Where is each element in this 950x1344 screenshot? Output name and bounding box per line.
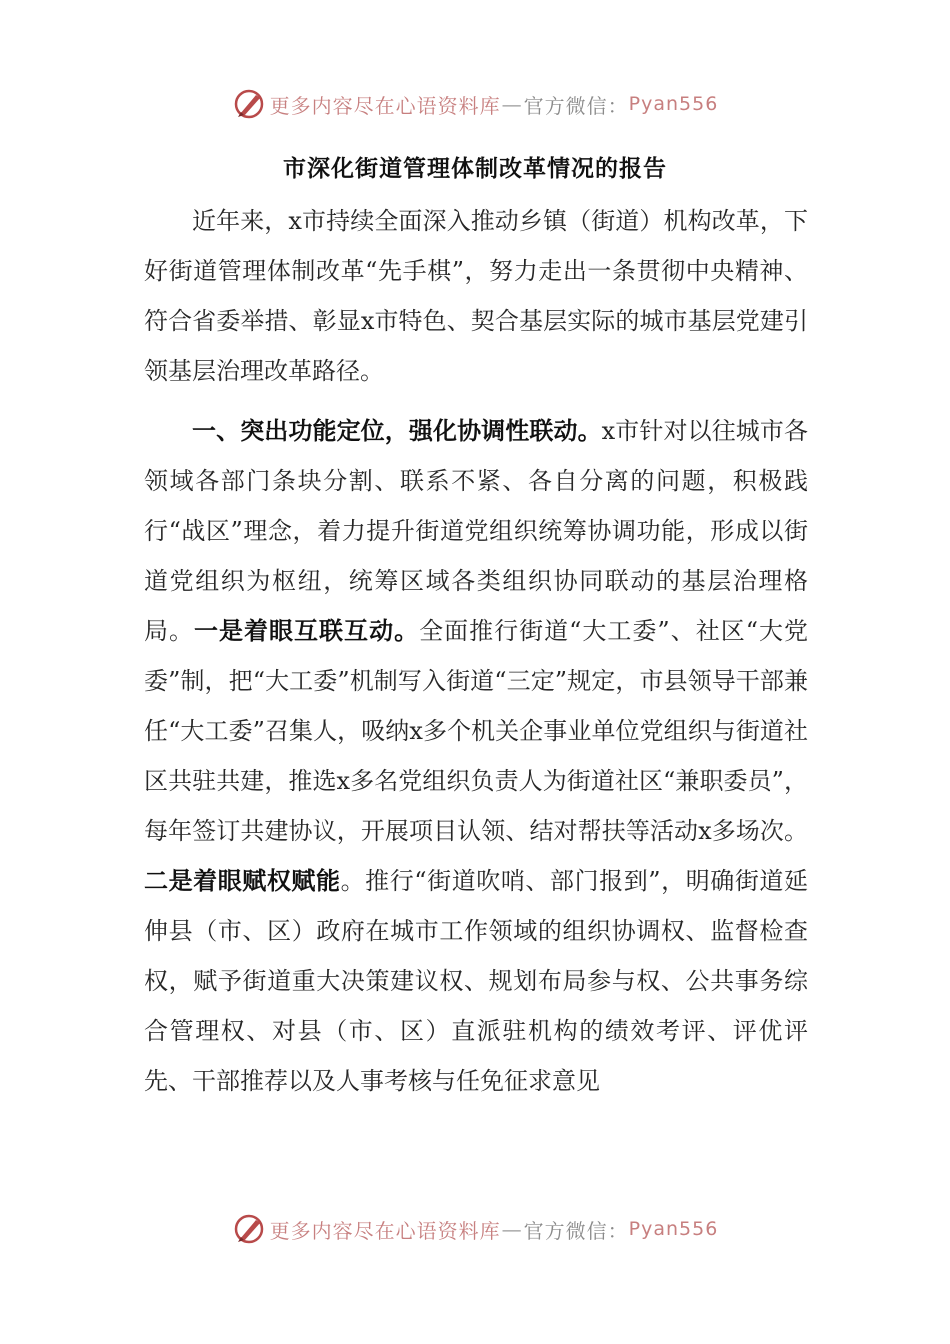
banner-wechat-id: Pyan556 <box>628 1218 719 1240</box>
section-one-heading: 一、突出功能定位，强化协调性联动。 <box>192 417 602 445</box>
banner-text: 更多内容尽在心语资料库 <box>269 1218 501 1243</box>
section-one-text: x市针对以往城市各领域各部门条块分割、联系不紧、各自分离的问题，积极践行“战区”理念，着力提升街道党组织统筹协调功能，形成以街道党组织为枢纽，统筹区域各类组织协同联动的基层治理格局。 <box>144 417 808 645</box>
pen-logo-icon <box>232 87 266 121</box>
intro-paragraph-block <box>144 196 808 396</box>
banner-wechat-label: 官方微信： <box>523 1218 629 1243</box>
footer-watermark-banner <box>0 1209 950 1249</box>
banner-wechat-label: 官方微信： <box>523 93 629 118</box>
sub-point-two-text: 。推行“街道吹哨、部门报到”，明确街道延伸县（市、区）政府在城市工作领域的组织协调权、监督检查权，赋予街道重大决策建议权、规划布局参与权、公共事务综合管理权、对县（市、区）直派驻机构的绩效考评、评优评先、干部推荐以及人事考核与任免征求意见 <box>144 867 808 1095</box>
document-title: 市深化街道管理体制改革情况的报告 <box>283 156 667 182</box>
banner-wechat-id: Pyan556 <box>628 93 719 115</box>
banner-dash: — <box>501 1217 523 1241</box>
banner-text: 更多内容尽在心语资料库 <box>269 93 501 118</box>
sub-point-one-heading: 一是着眼互联互动。 <box>194 617 420 645</box>
sub-point-one-text: 全面推行街道“大工委”、社区“大党委”制，把“大工委”机制写入街道“三定”规定，市县领导干部兼任“大工委”召集人，吸纳x多个机关企事业单位党组织与街道社区共驻共建，推选x多名党组织负责人为街道社区“兼职委员”，每年签订共建协议，开展项目认领、结对帮扶等活动x多场次。 <box>144 617 808 845</box>
section-one-paragraph <box>144 406 808 1106</box>
sub-point-two-heading: 二是着眼赋权赋能 <box>144 867 341 895</box>
banner-dash: — <box>501 92 523 116</box>
intro-paragraph: 近年来，x市持续全面深入推动乡镇（街道）机构改革，下好街道管理体制改革“先手棋”，努力走出一条贯彻中央精神、符合省委举措、彰显x市特色、契合基层实际的城市基层党建引领基层治理改革路径。 <box>144 207 808 385</box>
section-one-block <box>144 406 808 1106</box>
pen-logo-icon <box>232 1212 266 1246</box>
header-watermark-banner <box>0 84 950 124</box>
